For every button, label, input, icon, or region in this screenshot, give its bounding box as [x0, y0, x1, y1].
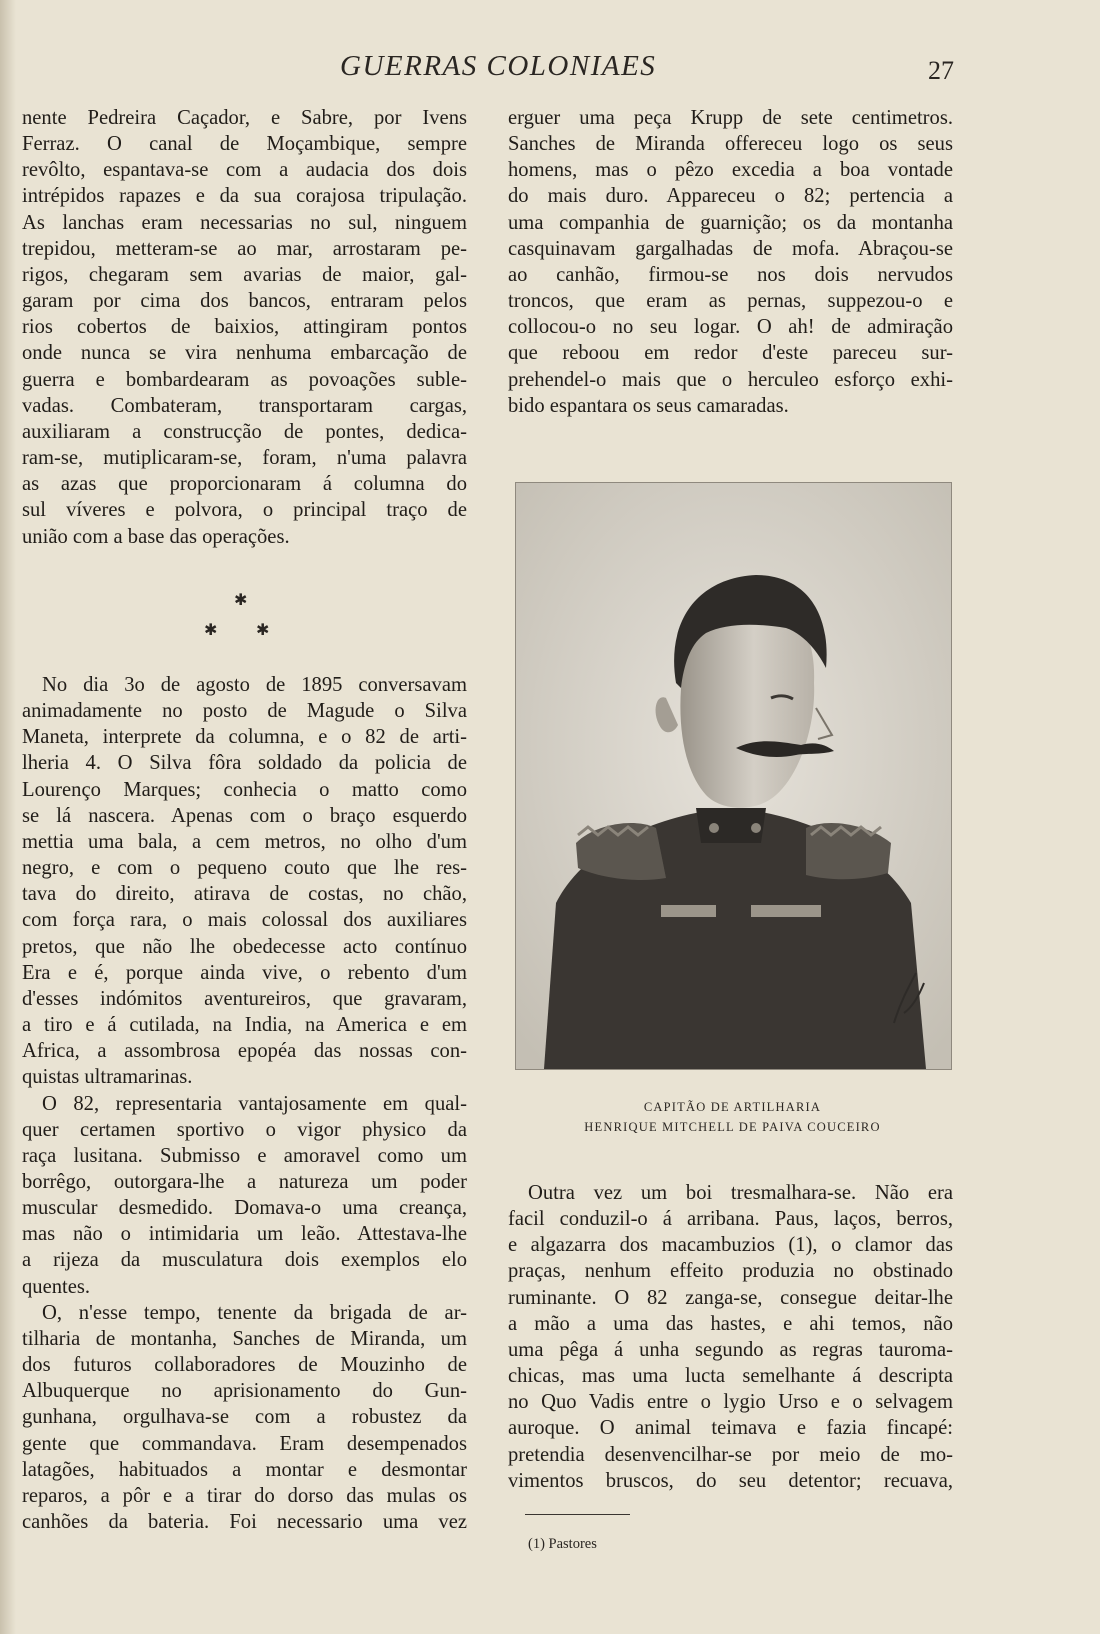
text-line: Maneta, interprete da columna, e o 82 de arti- [22, 726, 467, 749]
text-line: raça lusitana. Submisso e amoravel como um [22, 1144, 467, 1167]
asterisk-icon: ✱ [256, 620, 270, 639]
text-line: quentes. [22, 1275, 91, 1298]
text-line: uma companhia de guarnição; os da montanha [508, 211, 953, 234]
right-column-bottom [508, 1180, 953, 1494]
text-line: com força rara, o mais colossal dos auxiliares [22, 909, 467, 932]
text-line: intrépidos rapazes e da sua corajosa tripulação. [22, 185, 467, 208]
text-line: se lá nascera. Apenas com o braço esquerdo [22, 804, 467, 827]
text-line: Sanches de Miranda offereceu logo os seus [508, 133, 953, 156]
text-line: pretos, que não lhe obedecesse acto contínuo [22, 935, 467, 958]
portrait-photograph [515, 482, 952, 1070]
right-column-top [508, 105, 953, 419]
portrait-illustration [516, 483, 951, 1069]
text-line: que reboou em redor d'este pareceu sur- [508, 342, 953, 365]
text-line: O 82, representaria vantajosamente em qual- [42, 1092, 467, 1115]
text-line: nente Pedreira Caçador, e Sabre, por Ivens [22, 107, 467, 129]
text-line: collocou-o no seu logar. O ah! de admiração [508, 316, 953, 339]
text-line: homens, mas o pêzo excedia a boa vontade [508, 159, 953, 182]
text-line: a tiro e á cutilada, na India, na America e em [22, 1014, 467, 1037]
text-line: trepidou, metteram-se ao mar, arrostaram pe- [22, 237, 467, 260]
text-line: bido espantara os seus camaradas. [508, 394, 789, 417]
page-edge-shadow [0, 0, 16, 1634]
text-line: auroque. O animal teimava e fazia fincapé: [508, 1417, 953, 1440]
text-line: ao canhão, firmou-se nos dois nervudos [508, 263, 953, 286]
text-line: a rijeza da musculatura dois exemplos elo [22, 1249, 467, 1272]
text-line: mas não o intimidaria um leão. Attestava-lhe [22, 1223, 467, 1246]
text-line: ram-se, mutiplicaram-se, foram, n'uma palavra [22, 447, 467, 470]
page-number: 27 [928, 56, 954, 85]
text-line: Africa, a assombrosa epopéa das nossas con- [22, 1040, 467, 1063]
paragraph [22, 1300, 467, 1535]
running-head [0, 50, 1100, 90]
text-line: ruminante. O 82 zanga-se, consegue deitar-lhe [508, 1286, 953, 1309]
footnote-rule [525, 1514, 630, 1515]
text-line: muscular desmedido. Domava-o uma creança, [22, 1197, 467, 1220]
text-line: tilharia de montanha, Sanches de Miranda, um [22, 1327, 467, 1350]
text-line: Era e é, porque ainda vive, o rebento d'um [22, 961, 467, 984]
text-line: união com a base das operações. [22, 525, 290, 548]
text-line: borrêgo, outorgara-lhe a natureza um poder [22, 1170, 467, 1193]
text-line: garam por cima dos bancos, entraram pelos [22, 290, 467, 313]
text-line: Albuquerque no aprisionamento do Gun- [22, 1380, 467, 1403]
text-line: troncos, que eram as pernas, suppezou-o e [508, 290, 953, 313]
text-line: Outra vez um boi tresmalhara-se. Não era [528, 1182, 953, 1204]
text-line: e algazarra dos macambuzios (1), o clamor das [508, 1234, 953, 1257]
text-line: uma pêga á unha segundo as regras tauroma- [508, 1338, 953, 1361]
text-line: animadamente no posto de Magude o Silva [22, 700, 467, 723]
paragraph [22, 1091, 467, 1300]
text-line: sul víveres e polvora, o principal traço de [22, 499, 467, 522]
text-line: Lourenço Marques; conhecia o matto como [22, 778, 467, 801]
text-line: guerra e bombardearam as povoações suble- [22, 368, 467, 391]
running-title: GUERRAS COLONIAES [340, 50, 657, 82]
text-line: negro, e com o pequeno couto que lhe res- [22, 857, 467, 880]
text-line: praças, nenhum effeito produzia no obstinado [508, 1260, 953, 1283]
caption-name: HENRIQUE MITCHELL DE PAIVA COUCEIRO [584, 1120, 881, 1134]
text-line: latagões, habituados a montar e desmontar [22, 1458, 467, 1481]
text-line: lheria 4. O Silva fôra soldado da policia de [22, 752, 467, 775]
text-line: gente que commandava. Eram desempenados [22, 1432, 467, 1455]
text-line: do mais duro. Appareceu o 82; pertencia a [508, 185, 953, 208]
paragraph [22, 105, 467, 550]
text-line: dos futuros collaboradores de Mouzinho de [22, 1354, 467, 1377]
paragraph [508, 1180, 953, 1494]
text-line: tava do direito, atirava de costas, no chão, [22, 883, 467, 906]
text-line: mettia uma bala, a cem metros, no olho d'um [22, 830, 467, 853]
text-line: vadas. Combateram, transportaram cargas, [22, 394, 467, 417]
text-line: no Quo Vadis entre o lygio Urso e o selvagem [508, 1391, 953, 1414]
text-line: O, n'esse tempo, tenente da brigada de ar- [42, 1301, 467, 1324]
text-line: vimentos bruscos, do seu detentor; recuava, [508, 1469, 953, 1492]
text-line: quer certamen sportivo o vigor physico da [22, 1118, 467, 1141]
asterisk-icon: ✱ [234, 590, 248, 609]
text-line: rigos, chegaram sem avarias de maior, gal- [22, 263, 467, 286]
text-line: canhões da bateria. Foi necessario uma vez [22, 1511, 467, 1533]
text-line: casquinavam gargalhadas de mofa. Abraçou-se [508, 237, 953, 260]
text-line: onde nunca se vira nenhuma embarcação de [22, 342, 467, 365]
paragraph [22, 672, 467, 1091]
text-line: Ferraz. O canal de Moçambique, sempre [22, 133, 467, 156]
text-line: revôlto, espantava-se com a audacia dos dois [22, 159, 467, 182]
text-line: prehendel-o mais que o herculeo esforço exhi- [508, 368, 953, 391]
text-line: quistas ultramarinas. [22, 1066, 193, 1089]
text-line: as azas que proporcionaram á columna do [22, 473, 467, 496]
text-line: d'esses indómitos aventureiros, que gravaram, [22, 987, 467, 1010]
left-column-bottom [22, 672, 467, 1535]
text-line: pretendia desenvencilhar-se por meio de mo- [508, 1443, 953, 1466]
text-line: auxiliaram a construcção de pontes, dedica- [22, 420, 467, 443]
left-column-top [22, 105, 467, 550]
text-line: facil conduzil-o á arribana. Paus, laços, berros, [508, 1208, 953, 1231]
text-line: erguer uma peça Krupp de sete centimetros. [508, 107, 953, 129]
text-line: As lanchas eram necessarias no sul, ninguem [22, 211, 467, 234]
footnote: (1) Pastores [528, 1536, 597, 1552]
text-line: a mão a uma das hastes, e ahi temos, não [508, 1312, 953, 1335]
asterisk-icon: ✱ [204, 620, 218, 639]
caption-title: CAPITÃO DE ARTILHARIA [643, 1100, 822, 1114]
section-ornament [200, 590, 280, 650]
text-line: gunhana, orgulhava-se com a robustez da [22, 1406, 467, 1429]
text-line: rios cobertos de baixios, attingiram pontos [22, 316, 467, 339]
text-line: chicas, mas uma lucta semelhante á descripta [508, 1365, 953, 1388]
text-line: No dia 3o de agosto de 1895 conversavam [42, 674, 467, 696]
paragraph [508, 105, 953, 419]
text-line: reparos, a pôr e a tirar do dorso das mulas os [22, 1484, 467, 1507]
